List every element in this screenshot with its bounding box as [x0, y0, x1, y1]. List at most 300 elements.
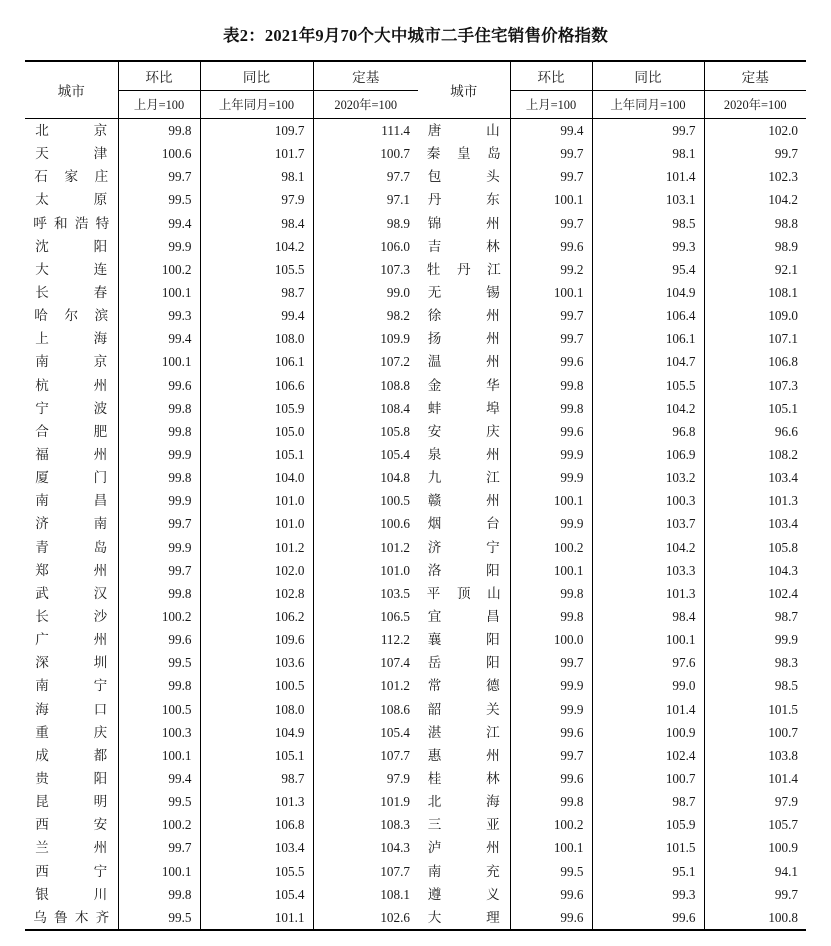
city-name-cell: 赣州: [418, 489, 510, 512]
value-mom: 99.5: [118, 790, 200, 813]
value-mom: 99.7: [510, 212, 592, 235]
city-name-cell: 成都: [25, 744, 118, 767]
table-row: [25, 188, 418, 211]
value-yoy: 106.9: [592, 443, 704, 466]
value-yoy: 98.1: [200, 165, 313, 188]
table-row: [418, 212, 806, 235]
city-name-cell: 南京: [25, 350, 118, 373]
table-body-left: [25, 119, 418, 931]
value-base: 100.9: [768, 840, 798, 856]
city-name-cell: 桂林: [418, 767, 510, 790]
header-sub-yoy: 上年同月=100: [200, 90, 313, 118]
table-row: [25, 374, 418, 397]
header-group-yoy: 同比: [200, 61, 313, 90]
city-name-cell: 合肥: [25, 420, 118, 443]
header-group-base: 定基: [704, 61, 806, 90]
value-yoy: 100.9: [592, 721, 704, 744]
table-row: [25, 350, 418, 373]
value-yoy: 100.5: [200, 674, 313, 697]
value-yoy: 101.3: [592, 582, 704, 605]
city-name-cell: 青岛: [25, 536, 118, 559]
table-row: [418, 489, 806, 512]
city-name-cell: 济宁: [418, 536, 510, 559]
value-mom: 99.9: [510, 674, 592, 697]
value-yoy: 103.4: [200, 836, 313, 859]
table-row: [25, 605, 418, 628]
city-name-cell: 温州: [418, 350, 510, 373]
table-row: [418, 605, 806, 628]
table-row: [25, 836, 418, 859]
table-row: [418, 466, 806, 489]
table-row: [25, 142, 418, 165]
value-yoy: 97.6: [592, 651, 704, 674]
value-mom: 99.9: [118, 536, 200, 559]
table-row: [418, 582, 806, 605]
city-name-cell: 安庆: [418, 420, 510, 443]
value-base: 105.8: [768, 539, 798, 555]
city-name-cell: 秦皇岛: [418, 142, 510, 165]
city-name-cell: 徐州: [418, 304, 510, 327]
value-mom: 99.8: [118, 397, 200, 420]
table-row: [25, 119, 418, 143]
city-name-cell: 哈尔滨: [25, 304, 118, 327]
city-name-cell: 厦门: [25, 466, 118, 489]
value-base: 101.2: [380, 539, 410, 555]
value-base: 100.5: [380, 493, 410, 509]
value-yoy: 99.7: [592, 119, 704, 143]
table-row: [418, 327, 806, 350]
value-mom: 99.6: [510, 420, 592, 443]
value-base: 107.4: [380, 655, 410, 671]
value-mom: 99.8: [510, 605, 592, 628]
table-row: [25, 512, 418, 535]
value-yoy: 106.1: [592, 327, 704, 350]
value-mom: 100.1: [118, 744, 200, 767]
value-yoy: 96.8: [592, 420, 704, 443]
value-yoy: 105.1: [200, 744, 313, 767]
value-base: 98.2: [386, 308, 410, 324]
value-base: 105.8: [380, 423, 410, 439]
value-yoy: 98.7: [200, 281, 313, 304]
value-yoy: 106.8: [200, 813, 313, 836]
header-sub-mom: 上月=100: [118, 90, 200, 118]
value-base: 98.9: [386, 215, 410, 231]
city-name-cell: 遵义: [418, 883, 510, 906]
value-yoy: 105.5: [200, 258, 313, 281]
city-name-cell: 宁波: [25, 397, 118, 420]
value-mom: 99.8: [118, 466, 200, 489]
city-name-cell: 洛阳: [418, 559, 510, 582]
value-base: 109.0: [768, 308, 798, 324]
value-yoy: 102.8: [200, 582, 313, 605]
city-name-cell: 银川: [25, 883, 118, 906]
value-yoy: 104.2: [200, 235, 313, 258]
value-mom: 100.1: [510, 489, 592, 512]
value-yoy: 101.4: [592, 698, 704, 721]
value-mom: 99.7: [118, 836, 200, 859]
value-base: 102.4: [768, 585, 798, 601]
table-row: [25, 165, 418, 188]
value-mom: 99.9: [118, 443, 200, 466]
value-base: 104.8: [380, 470, 410, 486]
value-base: 96.6: [774, 423, 798, 439]
city-name-cell: 深圳: [25, 651, 118, 674]
city-name-cell: 泸州: [418, 836, 510, 859]
value-base: 108.1: [768, 285, 798, 301]
table-container: [0, 60, 831, 926]
value-yoy: 98.1: [592, 142, 704, 165]
city-name-cell: 大理: [418, 906, 510, 930]
city-name-cell: 长春: [25, 281, 118, 304]
value-mom: 99.9: [510, 698, 592, 721]
value-mom: 99.4: [118, 327, 200, 350]
value-mom: 99.5: [118, 651, 200, 674]
value-yoy: 105.4: [200, 883, 313, 906]
city-name-cell: 北海: [418, 790, 510, 813]
value-base: 101.2: [380, 678, 410, 694]
table-row: [25, 304, 418, 327]
value-mom: 100.2: [510, 536, 592, 559]
table-row: [25, 813, 418, 836]
value-base: 101.0: [380, 562, 410, 578]
table-row: [25, 906, 418, 930]
value-mom: 99.6: [510, 721, 592, 744]
table-row: [418, 420, 806, 443]
table-row: [25, 281, 418, 304]
value-mom: 99.5: [510, 860, 592, 883]
value-base: 97.9: [774, 794, 798, 810]
value-mom: 99.8: [510, 582, 592, 605]
value-base: 103.8: [768, 747, 798, 763]
city-name-cell: 锦州: [418, 212, 510, 235]
value-mom: 99.7: [510, 142, 592, 165]
table-row: [418, 304, 806, 327]
value-base: 108.3: [380, 817, 410, 833]
table-row: [25, 651, 418, 674]
value-base: 107.2: [380, 354, 410, 370]
header-group-base: 定基: [313, 61, 418, 90]
table-row: [25, 258, 418, 281]
city-name-cell: 唐山: [418, 119, 510, 143]
header-group-mom: 环比: [118, 61, 200, 90]
value-base: 109.9: [380, 331, 410, 347]
value-mom: 99.7: [118, 165, 200, 188]
value-base: 107.1: [768, 331, 798, 347]
city-name-cell: 长沙: [25, 605, 118, 628]
table-row: [418, 674, 806, 697]
value-yoy: 102.0: [200, 559, 313, 582]
table-body-right: [418, 119, 806, 931]
header-sub-yoy: 上年同月=100: [592, 90, 704, 118]
table-row: [418, 651, 806, 674]
table-row: [418, 721, 806, 744]
value-yoy: 101.7: [200, 142, 313, 165]
table-row: [25, 698, 418, 721]
table-row: [25, 860, 418, 883]
header-sub-mom: 上月=100: [510, 90, 592, 118]
value-yoy: 109.7: [200, 119, 313, 143]
value-yoy: 108.0: [200, 327, 313, 350]
header-city: 城市: [25, 61, 118, 119]
value-base: 105.7: [768, 817, 798, 833]
city-name-cell: 蚌埠: [418, 397, 510, 420]
value-base: 100.6: [380, 516, 410, 532]
value-mom: 100.3: [118, 721, 200, 744]
value-mom: 99.7: [118, 512, 200, 535]
city-name-cell: 金华: [418, 374, 510, 397]
city-name-cell: 牡丹江: [418, 258, 510, 281]
value-mom: 99.4: [118, 212, 200, 235]
value-mom: 99.5: [118, 188, 200, 211]
value-yoy: 105.1: [200, 443, 313, 466]
value-yoy: 105.0: [200, 420, 313, 443]
value-mom: 99.6: [510, 235, 592, 258]
value-base: 108.4: [380, 400, 410, 416]
price-index-table-right: [418, 60, 806, 931]
city-name-cell: 福州: [25, 443, 118, 466]
table-row: [25, 235, 418, 258]
value-mom: 99.8: [118, 420, 200, 443]
value-base: 107.3: [768, 377, 798, 393]
value-yoy: 106.6: [200, 374, 313, 397]
value-mom: 99.7: [510, 651, 592, 674]
table-row: [418, 235, 806, 258]
value-yoy: 101.3: [200, 790, 313, 813]
city-name-cell: 吉林: [418, 235, 510, 258]
value-base: 106.8: [768, 354, 798, 370]
value-yoy: 101.2: [200, 536, 313, 559]
table-header-right: [418, 61, 806, 119]
table-row: [418, 258, 806, 281]
value-base: 98.7: [774, 609, 798, 625]
table-row: [418, 906, 806, 930]
city-name-cell: 呼和浩特: [25, 212, 118, 235]
header-group-row: [418, 61, 806, 90]
table-row: [25, 767, 418, 790]
value-base: 102.3: [768, 169, 798, 185]
value-mom: 99.9: [510, 512, 592, 535]
value-base: 99.0: [386, 285, 410, 301]
table-row: [418, 860, 806, 883]
value-yoy: 104.2: [592, 536, 704, 559]
value-yoy: 103.2: [592, 466, 704, 489]
value-mom: 99.8: [118, 119, 200, 143]
city-name-cell: 丹东: [418, 188, 510, 211]
table-row: [25, 628, 418, 651]
value-yoy: 105.5: [200, 860, 313, 883]
city-name-cell: 襄阳: [418, 628, 510, 651]
value-base: 105.4: [380, 447, 410, 463]
value-base: 103.4: [768, 470, 798, 486]
value-yoy: 97.9: [200, 188, 313, 211]
value-yoy: 103.1: [592, 188, 704, 211]
value-base: 99.9: [774, 632, 798, 648]
value-base: 102.0: [768, 123, 798, 139]
value-yoy: 106.4: [592, 304, 704, 327]
header-group-yoy: 同比: [592, 61, 704, 90]
city-name-cell: 南昌: [25, 489, 118, 512]
city-name-cell: 大连: [25, 258, 118, 281]
value-base: 107.7: [380, 863, 410, 879]
table-row: [418, 512, 806, 535]
value-yoy: 104.0: [200, 466, 313, 489]
value-yoy: 95.1: [592, 860, 704, 883]
value-yoy: 99.3: [592, 235, 704, 258]
value-base: 111.4: [381, 123, 410, 139]
city-name-cell: 重庆: [25, 721, 118, 744]
page-title: 表2：2021年9月70个大中城市二手住宅销售价格指数: [223, 26, 608, 45]
value-base: 98.8: [774, 215, 798, 231]
city-name-cell: 韶关: [418, 698, 510, 721]
table-row: [418, 767, 806, 790]
value-base: 112.2: [380, 632, 410, 648]
value-yoy: 105.9: [200, 397, 313, 420]
value-yoy: 103.7: [592, 512, 704, 535]
value-base: 101.4: [768, 771, 798, 786]
value-yoy: 103.3: [592, 559, 704, 582]
value-base: 101.9: [380, 794, 410, 810]
table-row: [25, 397, 418, 420]
value-base: 99.7: [774, 886, 798, 902]
city-name-cell: 济南: [25, 512, 118, 535]
table-row: [418, 142, 806, 165]
value-base: 106.0: [380, 238, 410, 254]
value-mom: 100.1: [510, 281, 592, 304]
table-row: [418, 374, 806, 397]
value-yoy: 98.4: [592, 605, 704, 628]
table-row: [418, 883, 806, 906]
header-group-mom: 环比: [510, 61, 592, 90]
city-name-cell: 常德: [418, 674, 510, 697]
value-base: 106.5: [380, 609, 410, 625]
value-mom: 99.8: [510, 374, 592, 397]
value-mom: 100.6: [118, 142, 200, 165]
city-name-cell: 兰州: [25, 836, 118, 859]
value-yoy: 98.5: [592, 212, 704, 235]
value-mom: 99.5: [118, 906, 200, 930]
city-name-cell: 西安: [25, 813, 118, 836]
value-mom: 99.3: [118, 304, 200, 327]
city-name-cell: 贵阳: [25, 767, 118, 790]
table-row: [418, 443, 806, 466]
city-name-cell: 沈阳: [25, 235, 118, 258]
city-name-cell: 泉州: [418, 443, 510, 466]
value-yoy: 104.7: [592, 350, 704, 373]
value-mom: 99.9: [118, 489, 200, 512]
value-base: 104.3: [768, 562, 798, 578]
value-yoy: 101.1: [200, 906, 313, 930]
city-name-cell: 九江: [418, 466, 510, 489]
value-mom: 99.7: [510, 327, 592, 350]
value-yoy: 101.5: [592, 836, 704, 859]
table-row: [25, 721, 418, 744]
table-row: [418, 628, 806, 651]
value-mom: 99.9: [510, 466, 592, 489]
city-name-cell: 北京: [25, 119, 118, 143]
value-mom: 100.1: [510, 559, 592, 582]
value-mom: 100.1: [118, 860, 200, 883]
value-mom: 99.6: [510, 883, 592, 906]
table-row: [25, 790, 418, 813]
table-row: [25, 420, 418, 443]
table-row: [25, 466, 418, 489]
table-row: [25, 582, 418, 605]
value-yoy: 99.6: [592, 906, 704, 930]
value-base: 101.3: [768, 493, 798, 509]
value-mom: 99.6: [118, 628, 200, 651]
value-yoy: 100.7: [592, 767, 704, 790]
value-mom: 99.8: [510, 790, 592, 813]
value-base: 105.4: [380, 724, 410, 740]
value-mom: 99.2: [510, 258, 592, 281]
table-row: [418, 165, 806, 188]
value-mom: 99.9: [510, 443, 592, 466]
city-name-cell: 平顶山: [418, 582, 510, 605]
value-mom: 100.2: [118, 258, 200, 281]
value-yoy: 104.2: [592, 397, 704, 420]
value-yoy: 98.4: [200, 212, 313, 235]
value-base: 107.7: [380, 747, 410, 763]
table-row: [418, 536, 806, 559]
value-mom: 100.1: [510, 188, 592, 211]
value-base: 108.6: [380, 701, 410, 717]
value-base: 104.2: [768, 192, 798, 208]
city-name-cell: 宜昌: [418, 605, 510, 628]
value-mom: 99.7: [510, 744, 592, 767]
value-base: 108.2: [768, 447, 798, 463]
value-yoy: 106.1: [200, 350, 313, 373]
value-yoy: 99.0: [592, 674, 704, 697]
city-name-cell: 天津: [25, 142, 118, 165]
value-yoy: 105.5: [592, 374, 704, 397]
city-name-cell: 南宁: [25, 674, 118, 697]
value-mom: 99.6: [118, 374, 200, 397]
header-sub-base: 2020年=100: [704, 90, 806, 118]
header-sub-base: 2020年=100: [313, 90, 418, 118]
value-mom: 99.6: [510, 350, 592, 373]
value-base: 97.1: [386, 192, 410, 208]
value-yoy: 101.0: [200, 512, 313, 535]
value-base: 100.7: [768, 724, 798, 740]
table-row: [418, 119, 806, 143]
table-row: [25, 559, 418, 582]
value-mom: 100.1: [118, 350, 200, 373]
table-header-left: [25, 61, 418, 119]
header-group-row: [25, 61, 418, 90]
city-name-cell: 石家庄: [25, 165, 118, 188]
value-mom: 99.7: [118, 559, 200, 582]
value-mom: 99.6: [510, 767, 592, 790]
value-mom: 99.7: [510, 304, 592, 327]
value-base: 102.6: [313, 906, 418, 930]
city-name-cell: 广州: [25, 628, 118, 651]
table-row: [25, 443, 418, 466]
table-row: [418, 744, 806, 767]
value-yoy: 104.9: [200, 721, 313, 744]
value-mom: 99.8: [118, 674, 200, 697]
value-mom: 99.9: [118, 235, 200, 258]
value-base: 103.4: [768, 516, 798, 532]
value-base: 104.3: [380, 840, 410, 856]
city-name-cell: 昆明: [25, 790, 118, 813]
value-mom: 100.1: [118, 281, 200, 304]
value-yoy: 100.3: [592, 489, 704, 512]
value-yoy: 95.4: [592, 258, 704, 281]
value-yoy: 101.4: [592, 165, 704, 188]
city-name-cell: 乌鲁木齐: [25, 906, 118, 930]
value-base: 107.3: [380, 261, 410, 277]
value-mom: 100.2: [510, 813, 592, 836]
